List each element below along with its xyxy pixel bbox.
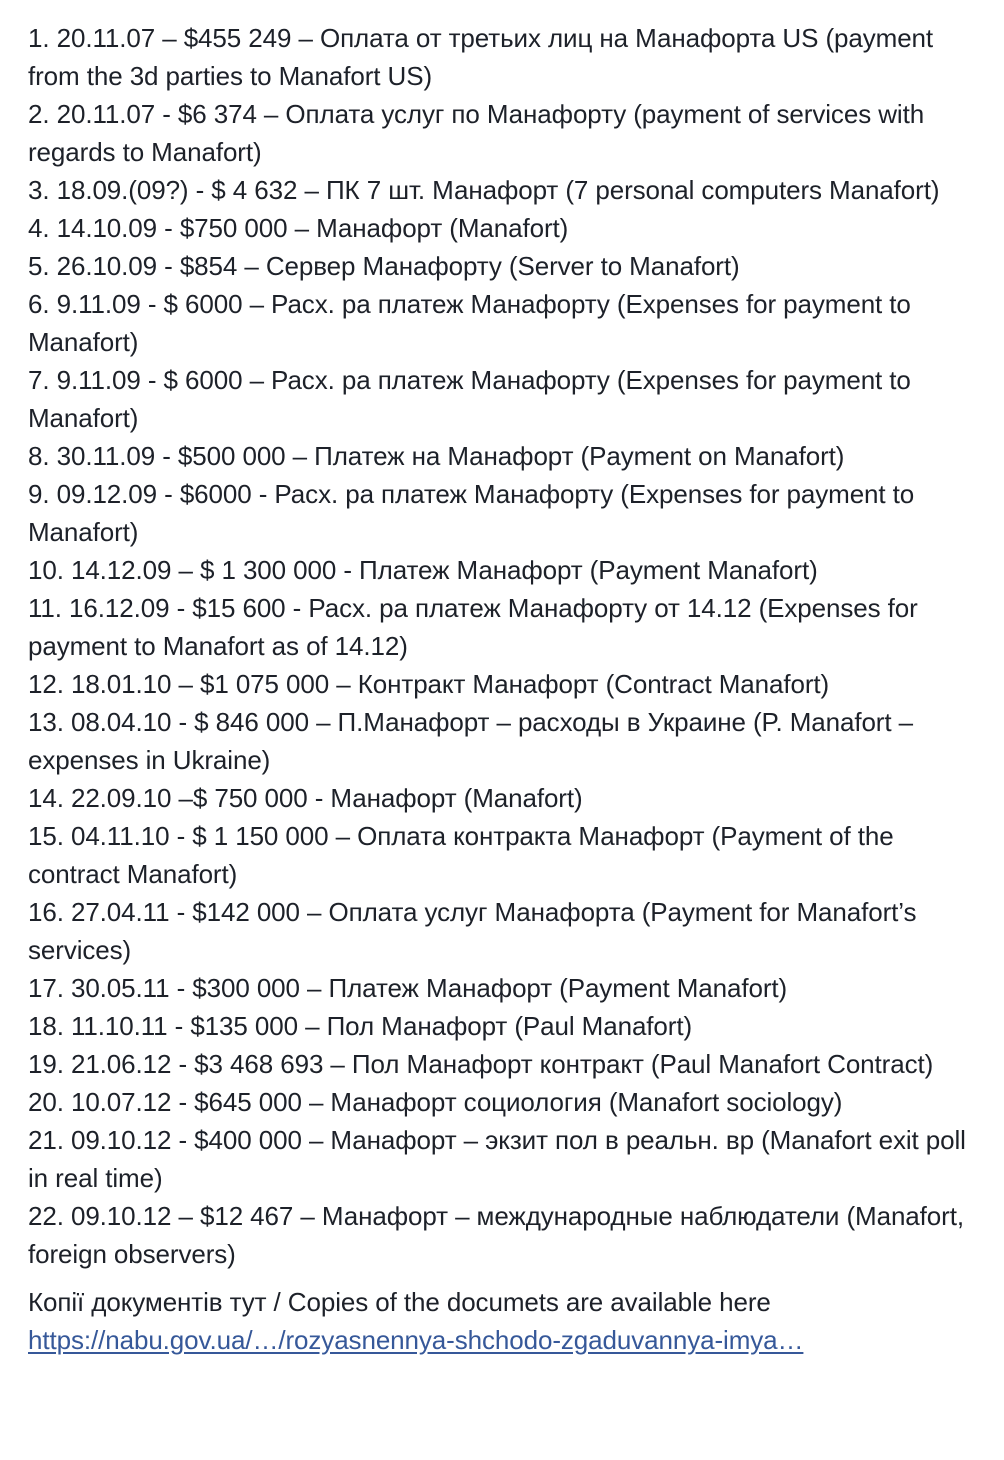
list-item: 20. 10.07.12 - $645 000 – Манафорт социология (Manafort sociology) <box>28 1087 843 1117</box>
list-item: 15. 04.11.10 - $ 1 150 000 – Оплата контракта Манафорт (Payment of the contract Manafort) <box>28 821 894 889</box>
copies-text: Копії документів тут / Copies of the documets are available here <box>28 1287 771 1317</box>
list-item: 19. 21.06.12 - $3 468 693 – Пол Манафорт контракт (Paul Manafort Contract) <box>28 1049 934 1079</box>
list-item: 1. 20.11.07 – $455 249 – Оплата от третьих лиц на Манафорта US (payment from the 3d parties to Manafort US) <box>28 23 934 91</box>
list-item: 10. 14.12.09 – $ 1 300 000 - Платеж Манафорт (Payment Manafort) <box>28 555 818 585</box>
list-item: 5. 26.10.09 - $854 – Сервер Манафорту (Server to Manafort) <box>28 251 740 281</box>
list-item: 14. 22.09.10 –$ 750 000 - Манафорт (Manafort) <box>28 783 583 813</box>
list-item: 6. 9.11.09 - $ 6000 – Расх. ра платеж Манафорту (Expenses for payment to Manafort) <box>28 289 911 357</box>
list-item: 3. 18.09.(09?) - $ 4 632 – ПК 7 шт. Манафорт (7 personal computers Manafort) <box>28 175 940 205</box>
list-item: 16. 27.04.11 - $142 000 – Оплата услуг Манафорта (Payment for Manafort’s services) <box>28 897 917 965</box>
list-item: 7. 9.11.09 - $ 6000 – Расх. ра платеж Манафорту (Expenses for payment to Manafort) <box>28 365 911 433</box>
post-body <box>28 19 988 1359</box>
list-item: 18. 11.10.11 - $135 000 – Пол Манафорт (Paul Manafort) <box>28 1011 693 1041</box>
list-item: 13. 08.04.10 - $ 846 000 – П.Манафорт – расходы в Украине (P. Manafort – expenses in Ukraine) <box>28 707 913 775</box>
list-item: 4. 14.10.09 - $750 000 – Манафорт (Manafort) <box>28 213 569 243</box>
list-item: 2. 20.11.07 - $6 374 – Оплата услуг по Манафорту (payment of services with regards to Manafort) <box>28 99 925 167</box>
list-item: 21. 09.10.12 - $400 000 – Манафорт – экзит пол в реальн. вр (Manafort exit poll in real time) <box>28 1125 966 1193</box>
copies-paragraph <box>28 1283 988 1359</box>
payment-list <box>28 19 988 1273</box>
list-item: 22. 09.10.12 – $12 467 – Манафорт – международные наблюдатели (Manafort, foreign observers) <box>28 1201 964 1269</box>
list-item: 12. 18.01.10 – $1 075 000 – Контракт Манафорт (Contract Manafort) <box>28 669 830 699</box>
nabu-documents-link[interactable]: https://nabu.gov.ua/…/rozyasnennya-shchodo-zgaduvannya-imya… <box>28 1325 804 1355</box>
list-item: 8. 30.11.09 - $500 000 – Платеж на Манафорт (Payment on Manafort) <box>28 441 845 471</box>
list-item: 17. 30.05.11 - $300 000 – Платеж Манафорт (Payment Manafort) <box>28 973 788 1003</box>
list-item: 9. 09.12.09 - $6000 - Расх. ра платеж Манафорту (Expenses for payment to Manafort) <box>28 479 915 547</box>
list-item: 11. 16.12.09 - $15 600 - Расх. ра платеж Манафорту от 14.12 (Expenses for payment to Manafort as of 14.12) <box>28 593 918 661</box>
